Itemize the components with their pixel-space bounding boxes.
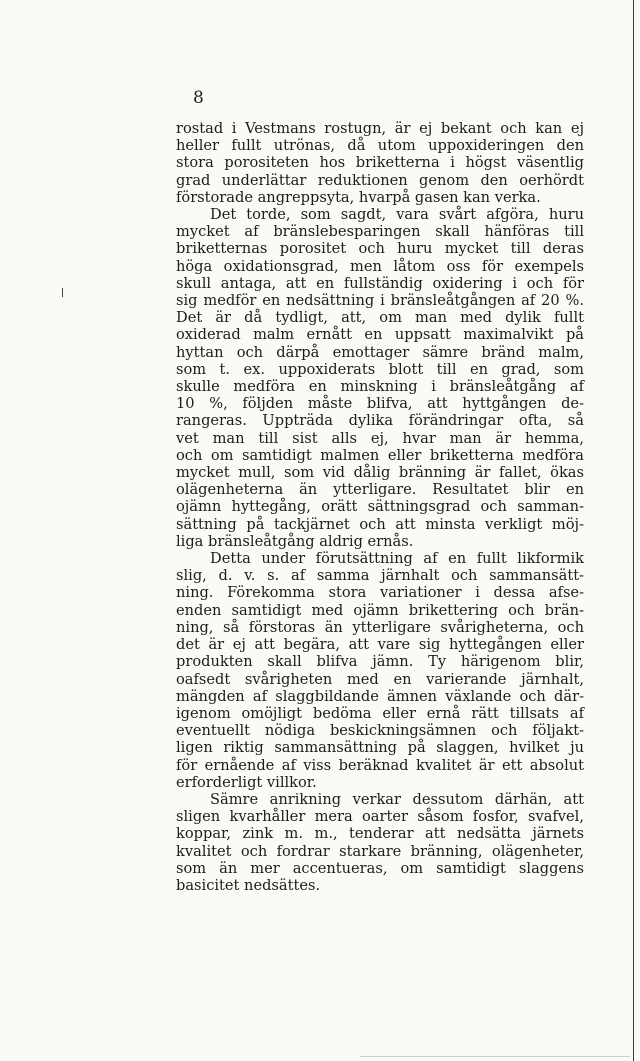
text-line: igenom omöjligt bedöma eller ernå rätt tillsats af bbox=[176, 704, 584, 722]
text-line: ligen riktig sammansättning på slaggen, hvilket ju bbox=[176, 739, 584, 757]
text-line: oxiderad malm ernått en uppsatt maximalvikt på bbox=[176, 326, 584, 344]
text-line: ning. Förekomma stora variationer i dessa afse- bbox=[176, 584, 584, 602]
text-line: förstorade angreppsyta, hvarpå gasen kan verka. bbox=[176, 188, 541, 206]
text-line: olägenheterna än ytterligare. Resultatet blir en bbox=[176, 481, 584, 499]
margin-mark bbox=[62, 288, 63, 297]
bottom-rule bbox=[360, 1056, 630, 1057]
text-line: skulle medföra en minskning i bränsleåtgång af bbox=[176, 378, 584, 396]
text-line: stora porositeten hos briketterna i högst väsentlig bbox=[176, 154, 584, 172]
text-line: slig, d. v. s. af samma järnhalt och sammansätt- bbox=[176, 567, 584, 585]
text-line: mycket mull, som vid dålig bränning är fallet, ökas bbox=[176, 464, 584, 482]
text-line: eventuellt nödiga beskickningsämnen och följakt- bbox=[176, 722, 584, 740]
page-number: 8 bbox=[193, 88, 204, 108]
text-line: vet man till sist alls ej, hvar man är hemma, bbox=[176, 429, 584, 447]
text-line: grad underlättar reduktionen genom den oerhördt bbox=[176, 171, 584, 189]
text-line: Sämre anrikning verkar dessutom därhän, att bbox=[210, 790, 584, 808]
text-line: oafsedt svårigheten med en varierande järnhalt, bbox=[176, 670, 584, 688]
text-line: rostad i Vestmans rostugn, är ej bekant och kan ej bbox=[176, 120, 584, 137]
text-line: hyttan och därpå emottager sämre bränd malm, bbox=[176, 343, 584, 361]
text-line: sig medför en nedsättning i bränsleåtgången af 20 %. bbox=[176, 292, 584, 310]
body-text bbox=[176, 120, 584, 894]
text-line: ojämn hyttegång, orätt sättningsgrad och samman- bbox=[176, 498, 584, 516]
text-line: kvalitet och fordrar starkare bränning, olägenheter, bbox=[176, 842, 584, 860]
text-line: koppar, zink m. m., tenderar att nedsätta järnets bbox=[176, 825, 584, 843]
text-line: som t. ex. uppoxiderats blott till en grad, som bbox=[176, 360, 584, 378]
text-line: mängden af slaggbildande ämnen växlande och där- bbox=[176, 687, 584, 705]
text-line: Detta under förutsättning af en fullt likformik bbox=[210, 550, 584, 568]
text-line: och om samtidigt malmen eller briketterna medföra bbox=[176, 446, 584, 464]
text-line: erforderligt villkor. bbox=[176, 773, 317, 791]
page-edge-line bbox=[633, 0, 634, 1061]
text-line: höga oxidationsgrad, men låtom oss för exempels bbox=[176, 257, 584, 275]
text-line: för ernående af viss beräknad kvalitet är ett absolut bbox=[176, 756, 584, 774]
text-line: ning, så förstoras än ytterligare svårigheterna, och bbox=[176, 618, 584, 636]
text-line: sättning på tackjärnet och att minsta verkligt möj- bbox=[176, 515, 584, 533]
text-line: enden samtidigt med ojämn brikettering och brän- bbox=[176, 601, 584, 619]
text-line: rangeras. Uppträda dylika förändringar ofta, så bbox=[176, 412, 584, 430]
text-line: sligen kvarhåller mera oarter såsom fosfor, svafvel, bbox=[176, 808, 584, 826]
text-line: liga bränsleåtgång aldrig ernås. bbox=[176, 532, 414, 550]
text-line: skull antaga, att en fullständig oxidering i och för bbox=[176, 274, 584, 292]
text-line: heller fullt utrönas, då utom uppoxideringen den bbox=[176, 137, 584, 155]
text-line: basicitet nedsättes. bbox=[176, 876, 321, 894]
text-line: Det är då tydligt, att, om man med dylik fullt bbox=[176, 309, 584, 327]
text-line: Det torde, som sagdt, vara svårt afgöra, huru bbox=[210, 206, 584, 224]
text-line: det är ej att begära, att vare sig hyttegången eller bbox=[176, 636, 584, 654]
text-line: briketternas porositet och huru mycket till deras bbox=[176, 240, 584, 258]
text-line: som än mer accentueras, om samtidigt slaggens bbox=[176, 859, 584, 877]
text-line: mycket af bränslebesparingen skall hänföras till bbox=[176, 223, 584, 241]
text-line: produkten skall blifva jämn. Ty härigenom blir, bbox=[176, 653, 584, 671]
text-line: 10 %, följden måste blifva, att hyttgången de- bbox=[176, 395, 584, 413]
